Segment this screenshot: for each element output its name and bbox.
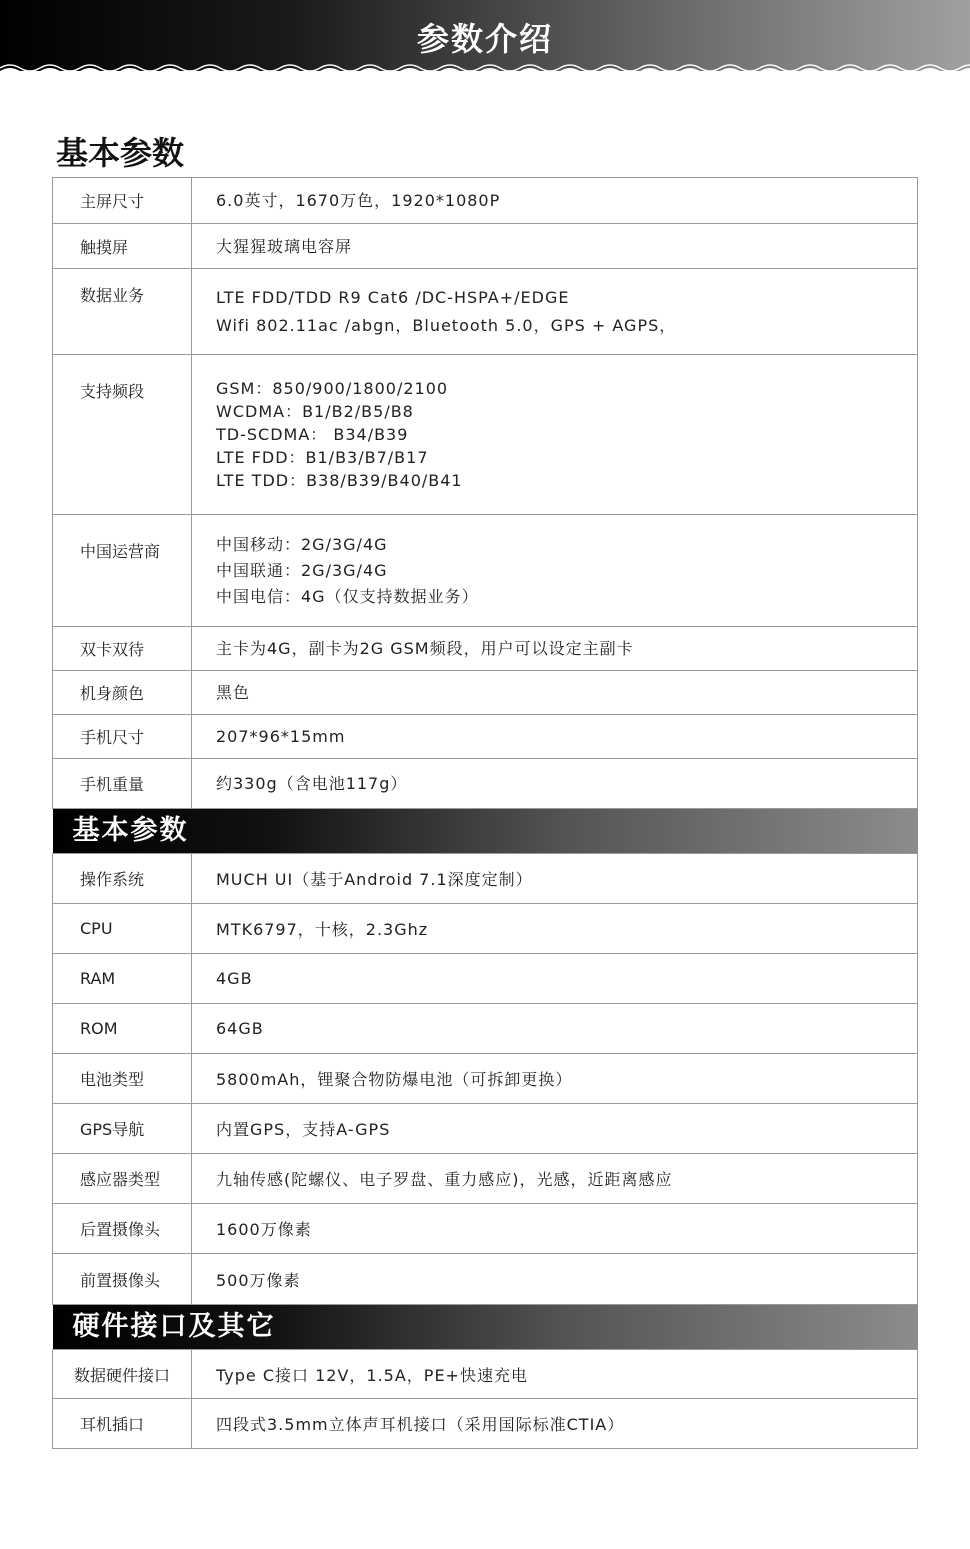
section-heading: 基本参数 — [56, 134, 185, 172]
row-value — [192, 269, 918, 355]
row-label: CPU — [53, 904, 192, 954]
section-header-title: 基本参数 — [72, 815, 189, 846]
value-line: WCDMA：B1/B2/B5/B8 — [216, 402, 414, 421]
row-value: 1600万像素 — [192, 1204, 918, 1254]
section-header-row — [53, 809, 918, 854]
row-label: 触摸屏 — [53, 224, 192, 269]
row-value: MUCH UI（基于Android 7.1深度定制） — [192, 854, 918, 904]
table-row — [53, 1154, 918, 1204]
table-row — [53, 671, 918, 715]
spec-table — [52, 177, 918, 1449]
row-label: 中国运营商 — [53, 515, 192, 627]
row-label: 机身颜色 — [53, 671, 192, 715]
table-row — [53, 178, 918, 224]
row-value — [192, 715, 918, 759]
row-value — [192, 515, 918, 627]
row-value — [192, 627, 918, 671]
value-line: GSM：850/900/1800/2100 — [216, 379, 449, 398]
row-value: 64GB — [192, 1004, 918, 1054]
row-value: 500万像素 — [192, 1254, 918, 1305]
table-row — [53, 1004, 918, 1054]
row-label: ROM — [53, 1004, 192, 1054]
value-line: 中国联通：2G/3G/4G — [216, 560, 388, 580]
row-value — [192, 355, 918, 515]
table-row — [53, 904, 918, 954]
row-label: 数据业务 — [53, 269, 192, 355]
row-value: MTK6797，十核，2.3Ghz — [192, 904, 918, 954]
row-value: 九轴传感(陀螺仪、电子罗盘、重力感应)，光感，近距离感应 — [192, 1154, 918, 1204]
row-label: 后置摄像头 — [53, 1204, 192, 1254]
row-value — [192, 178, 918, 224]
row-value: Type C接口 12V，1.5A，PE+快速充电 — [192, 1350, 918, 1399]
banner-title: 参数介绍 — [416, 20, 553, 58]
value-line: 中国移动：2G/3G/4G — [216, 534, 388, 554]
value-line: 主卡为4G，副卡为2G GSM频段，用户可以设定主副卡 — [216, 639, 634, 658]
value-line: Wifi 802.11ac /abgn，Bluetooth 5.0，GPS + AGPS， — [216, 315, 677, 335]
table-row — [53, 627, 918, 671]
table-row — [53, 954, 918, 1004]
value-line: LTE FDD/TDD R9 Cat6 /DC-HSPA+/EDGE — [216, 287, 570, 307]
table-row — [53, 715, 918, 759]
row-value: 四段式3.5mm立体声耳机接口（采用国际标准CTIA） — [192, 1399, 918, 1449]
table-row — [53, 854, 918, 904]
row-label: 手机重量 — [53, 759, 192, 809]
row-label: 前置摄像头 — [53, 1254, 192, 1305]
table-row — [53, 1054, 918, 1104]
table-row — [53, 355, 918, 515]
value-line: TD-SCDMA： B34/B39 — [216, 425, 409, 444]
section-header-row — [53, 1305, 918, 1350]
row-label: GPS导航 — [53, 1104, 192, 1154]
row-value: 4GB — [192, 954, 918, 1004]
value-line: 黑色 — [216, 683, 251, 702]
table-row — [53, 1204, 918, 1254]
table-row — [53, 1399, 918, 1449]
value-line: 大猩猩玻璃电容屏 — [216, 236, 353, 256]
table-row — [53, 515, 918, 627]
value-line: LTE TDD：B38/B39/B40/B41 — [216, 471, 463, 490]
title-banner — [0, 0, 970, 80]
row-label: 主屏尺寸 — [53, 178, 192, 224]
row-value — [192, 671, 918, 715]
table-row — [53, 1104, 918, 1154]
row-value — [192, 759, 918, 809]
value-line: 207*96*15mm — [216, 727, 346, 746]
row-label: 双卡双待 — [53, 627, 192, 671]
value-line: 6.0英寸，1670万色，1920*1080P — [216, 191, 501, 210]
row-label: 支持频段 — [53, 355, 192, 515]
row-label: 手机尺寸 — [53, 715, 192, 759]
section-header-title: 硬件接口及其它 — [72, 1311, 276, 1342]
section-header — [53, 1305, 918, 1350]
row-value: 5800mAh，锂聚合物防爆电池（可拆卸更换） — [192, 1054, 918, 1104]
row-label: 操作系统 — [53, 854, 192, 904]
value-line: LTE FDD：B1/B3/B7/B17 — [216, 448, 429, 467]
table-row — [53, 1254, 918, 1305]
row-value: 内置GPS，支持A-GPS — [192, 1104, 918, 1154]
row-label: 耳机插口 — [53, 1399, 192, 1449]
table-row — [53, 759, 918, 809]
table-row — [53, 269, 918, 355]
row-label: RAM — [53, 954, 192, 1004]
value-line: 中国电信：4G（仅支持数据业务） — [216, 586, 479, 606]
table-row — [53, 1350, 918, 1399]
section-header — [53, 809, 918, 854]
value-line: 约330g（含电池117g） — [216, 774, 408, 793]
row-value — [192, 224, 918, 269]
wave-divider — [0, 62, 970, 80]
row-label: 电池类型 — [53, 1054, 192, 1104]
table-row — [53, 224, 918, 269]
row-label: 数据硬件接口 — [53, 1350, 192, 1399]
row-label: 感应器类型 — [53, 1154, 192, 1204]
